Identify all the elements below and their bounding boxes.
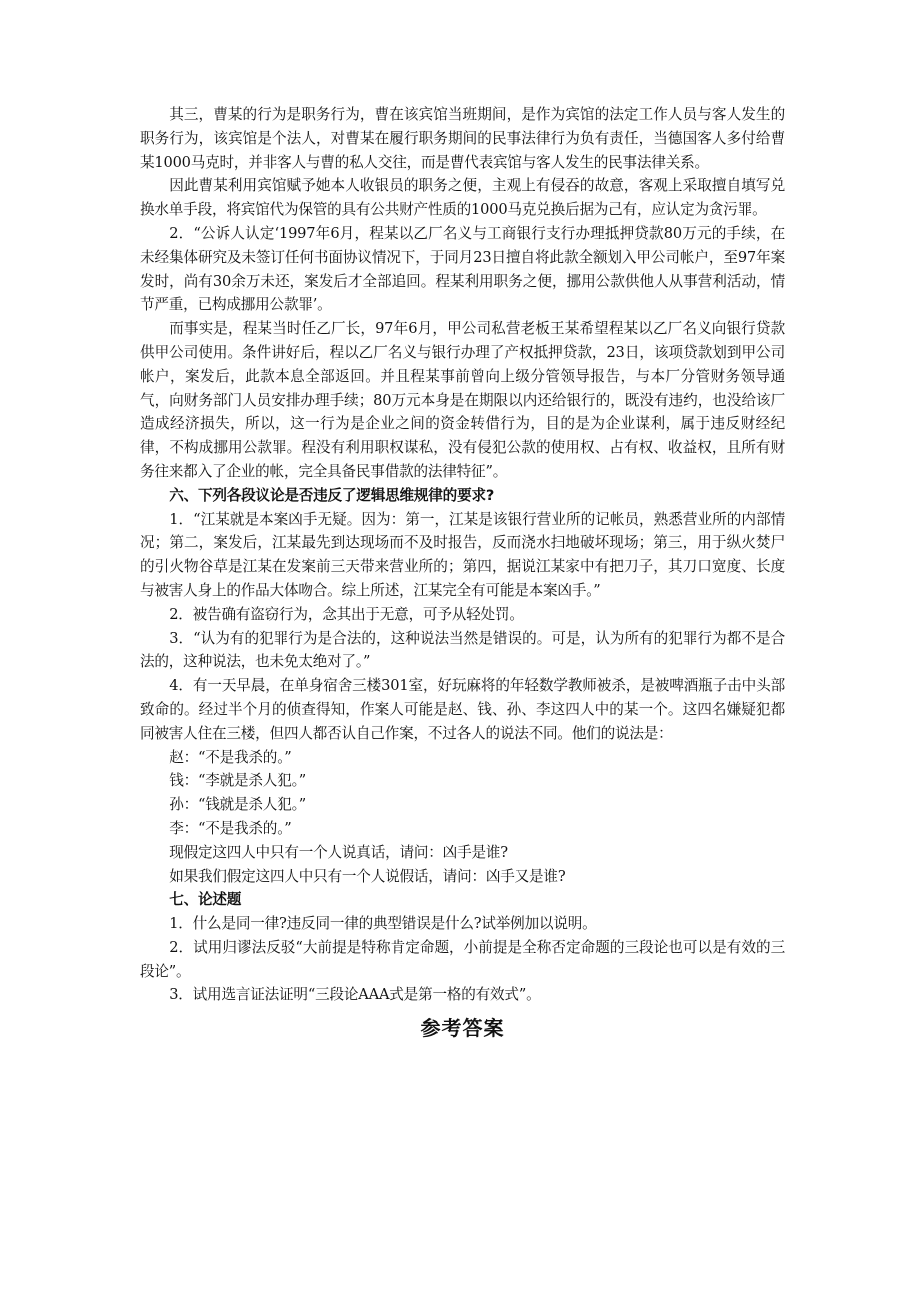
question-item: 3．“认为有的犯罪行为是合法的，这种说法当然是错误的。可是，认为所有的犯罪行为都不是合法的，这种说法，也未免太绝对了。” bbox=[140, 629, 785, 671]
paragraph: 而事实是，程某当时任乙厂长，97年6月，甲公司私营老板王某希望程某以乙厂名义向银行贷款供甲公司使用。条件讲好后，程以乙厂名义与银行办理了产权抵押贷款，23日，该项贷款划到甲公司帐户，案发后，此款本息全部返回。并且程某事前曾向上级分管领导报告，与本厂分管财务领导通气，向财务部门人员安排办理手续；80万元本身是在期限以内还给银行的，既没有违约，也没给该厂造成经济损失，所以，这一行为是企业之间的资金转借行为，目的是为企业谋利，属于违反财经纪律，不构成挪用公款罪。程没有利用职权谋私，没有侵犯公款的使用权、占有权、收益权，且所有财务往来都入了企业的帐，完全具备民事借款的法律特征”。 bbox=[140, 320, 785, 480]
section-heading-7: 七、论述题 bbox=[169, 891, 242, 909]
question-item: 4．有一天早晨，在单身宿舍三楼301室，好玩麻将的年轻数学教师被杀，是被啤酒瓶子击中头部致命的。经过半个月的侦查得知，作案人可能是赵、钱、孙、李这四人中的某一个。这四名嫌疑犯都同被害人住在三楼，但四人都否认自己作案，不过各人的说法不同。他们的说法是： bbox=[140, 677, 785, 742]
suspect-statement: 赵：“不是我杀的。” bbox=[169, 748, 292, 766]
suspect-statement: 孙：“钱就是杀人犯。” bbox=[169, 796, 306, 814]
paragraph: 其三，曹某的行为是职务行为，曹在该宾馆当班期间，是作为宾馆的法定工作人员与客人发生的职务行为，该宾馆是个法人，对曹某在履行职务期间的民事法律行为负有责任，当德国客人多付给曹某1000马克时，并非客人与曹的私人交往，而是曹代表宾馆与客人发生的民事法律关系。 bbox=[140, 106, 785, 171]
paragraph: 2．“公诉人认定‘1997年6月，程某以乙厂名义与工商银行支行办理抵押贷款80万元的手续，在未经集体研究及未签订任何书面协议情况下，于同月23日擅自将此款全额划入甲公司帐户，至97年案发时，尚有30余万未还，案发后才全部追回。程某利用职务之便，挪用公款供他人从事营利活动，情节严重，已构成挪用公款罪’。 bbox=[140, 224, 785, 314]
suspect-statement: 李：“不是我杀的。” bbox=[169, 819, 292, 837]
puzzle-question: 现假定这四人中只有一个人说真话，请问：凶手是谁? bbox=[169, 843, 508, 861]
puzzle-question: 如果我们假定这四人中只有一个人说假话，请问：凶手又是谁? bbox=[169, 867, 566, 885]
suspect-statement: 钱：“李就是杀人犯。” bbox=[169, 772, 306, 790]
paragraph: 因此曹某利用宾馆赋予她本人收银员的职务之便，主观上有侵吞的故意，客观上采取擅自填写兑换水单手段，将宾馆代为保管的具有公共财产性质的1000马克兑换后据为己有，应认定为贪污罪。 bbox=[140, 177, 785, 219]
essay-question: 1．什么是同一律?违反同一律的典型错误是什么?试举例加以说明。 bbox=[169, 915, 597, 933]
essay-question: 2．试用归谬法反驳“大前提是特称肯定命题，小前提是全称否定命题的三段论也可以是有效的三段论”。 bbox=[140, 938, 785, 980]
question-item: 2．被告确有盗窃行为，念其出于无意，可予从轻处罚。 bbox=[169, 605, 524, 623]
section-heading-6: 六、下列各段议论是否违反了逻辑思维规律的要求? bbox=[169, 486, 495, 504]
essay-question: 3．试用选言证法证明“三段论AAA式是第一格的有效式”。 bbox=[169, 986, 541, 1004]
answer-section-title: 参考答案 bbox=[420, 1016, 505, 1041]
document-page bbox=[140, 103, 785, 1043]
question-item: 1．“江某就是本案凶手无疑。因为：第一，江某是该银行营业所的记帐员，熟悉营业所的内部情况；第二，案发后，江某最先到达现场而不及时报告，反而浇水扫地破坏现场；第三，用于纵火焚尸的引火物谷草是江某在发案前三天带来营业所的；第四，据说江某家中有把刀子，其刀口宽度、长度与被害人身上的作品大体吻合。综上所述，江某完全有可能是本案凶手。” bbox=[140, 510, 785, 599]
